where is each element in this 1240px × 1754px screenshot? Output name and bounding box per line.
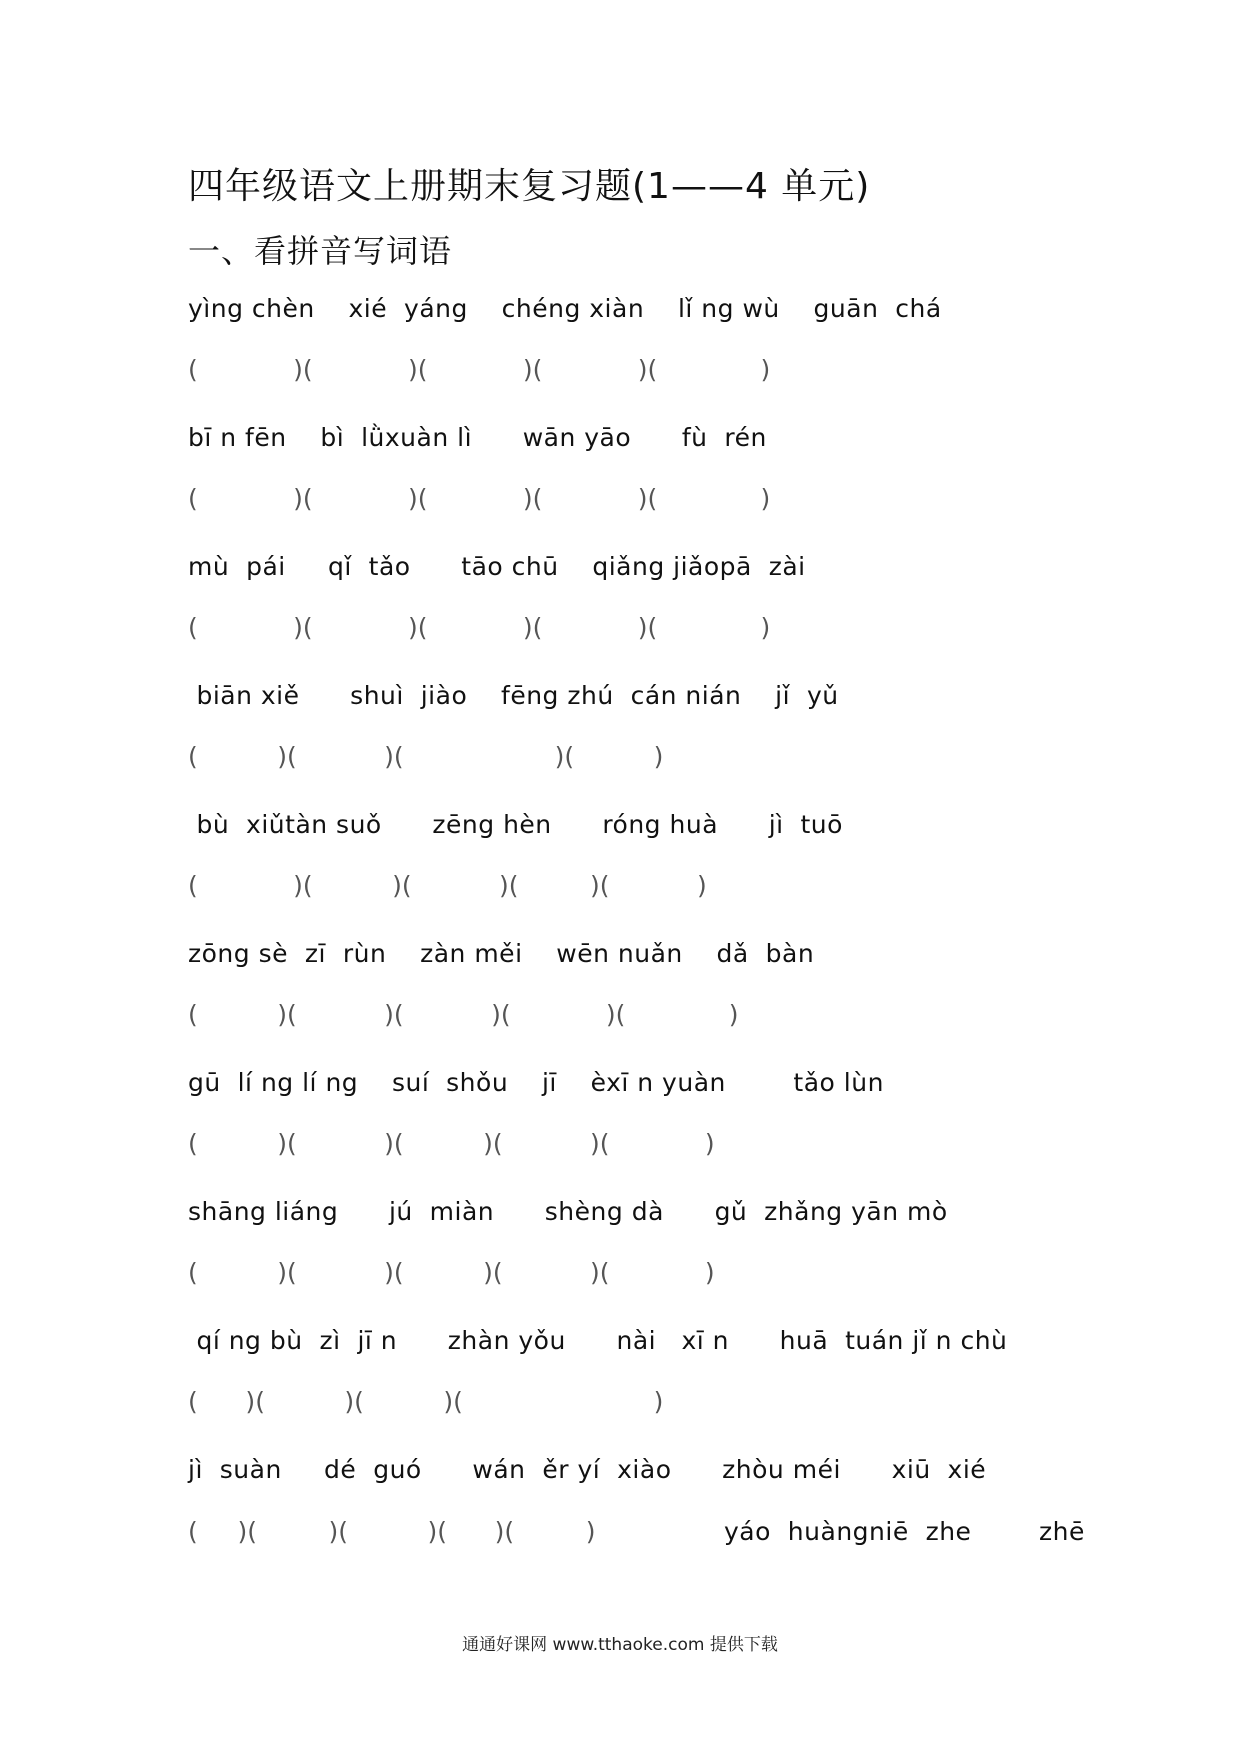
answer-brackets-row-7: ( )( )( )( )( )	[188, 1129, 715, 1158]
answer-brackets-row-3: ( )( )( )( )( )	[188, 613, 771, 642]
answer-brackets-row-5: ( )( )( )( )( )	[188, 871, 707, 900]
page-title: 四年级语文上册期末复习题(1——4 单元)	[188, 166, 871, 207]
answer-brackets-row-9: ( )( )( )( )	[188, 1387, 664, 1416]
pinyin-row-4: biān xiě shuì jiào fēng zhú cán nián jǐ yǔ	[188, 681, 839, 710]
answer-brackets-row-8: ( )( )( )( )( )	[188, 1258, 715, 1287]
pinyin-row-6: zōng sè zī rùn zàn měi wēn nuǎn dǎ bàn	[188, 939, 815, 968]
pinyin-row-1: yìng chèn xié yáng chéng xiàn lǐ ng wù guān chá	[188, 294, 942, 323]
pinyin-row-5: bù xiǔtàn suǒ zēng hèn róng huà jì tuō	[188, 810, 843, 839]
answer-brackets-row-2: ( )( )( )( )( )	[188, 484, 771, 513]
pinyin-row-7: gū lí ng lí ng suí shǒu jī èxī n yuàn tǎo lùn	[188, 1068, 884, 1097]
answer-brackets-row-1: ( )( )( )( )( )	[188, 355, 771, 384]
pinyin-row-8: shāng liáng jú miàn shèng dà gǔ zhǎng yān mò	[188, 1197, 948, 1226]
section-heading: 一、看拼音写词语	[188, 232, 453, 270]
answer-brackets-row-4: ( )( )( )( )	[188, 742, 664, 771]
pinyin-row-10: jì suàn dé guó wán ěr yí xiào zhòu méi xiū xié	[188, 1455, 987, 1484]
answer-brackets-row-6: ( )( )( )( )( )	[188, 1000, 739, 1029]
pinyin-row-3: mù pái qǐ tǎo tāo chū qiǎng jiǎopā zài	[188, 552, 806, 581]
pinyin-row-9: qí ng bù zì jī n zhàn yǒu nài xī n huā tuán jǐ n chù	[188, 1326, 1008, 1355]
pinyin-row-11-start: yáo huàngniē zhe zhē	[724, 1517, 1085, 1546]
pinyin-row-2: bī n fēn bì lǜxuàn lì wān yāo fù rén	[188, 423, 767, 452]
answer-brackets-row-10: ( )( )( )( )( )	[188, 1517, 596, 1546]
page-footer: 通通好课网 www.tthaoke.com 提供下载	[462, 1635, 778, 1655]
